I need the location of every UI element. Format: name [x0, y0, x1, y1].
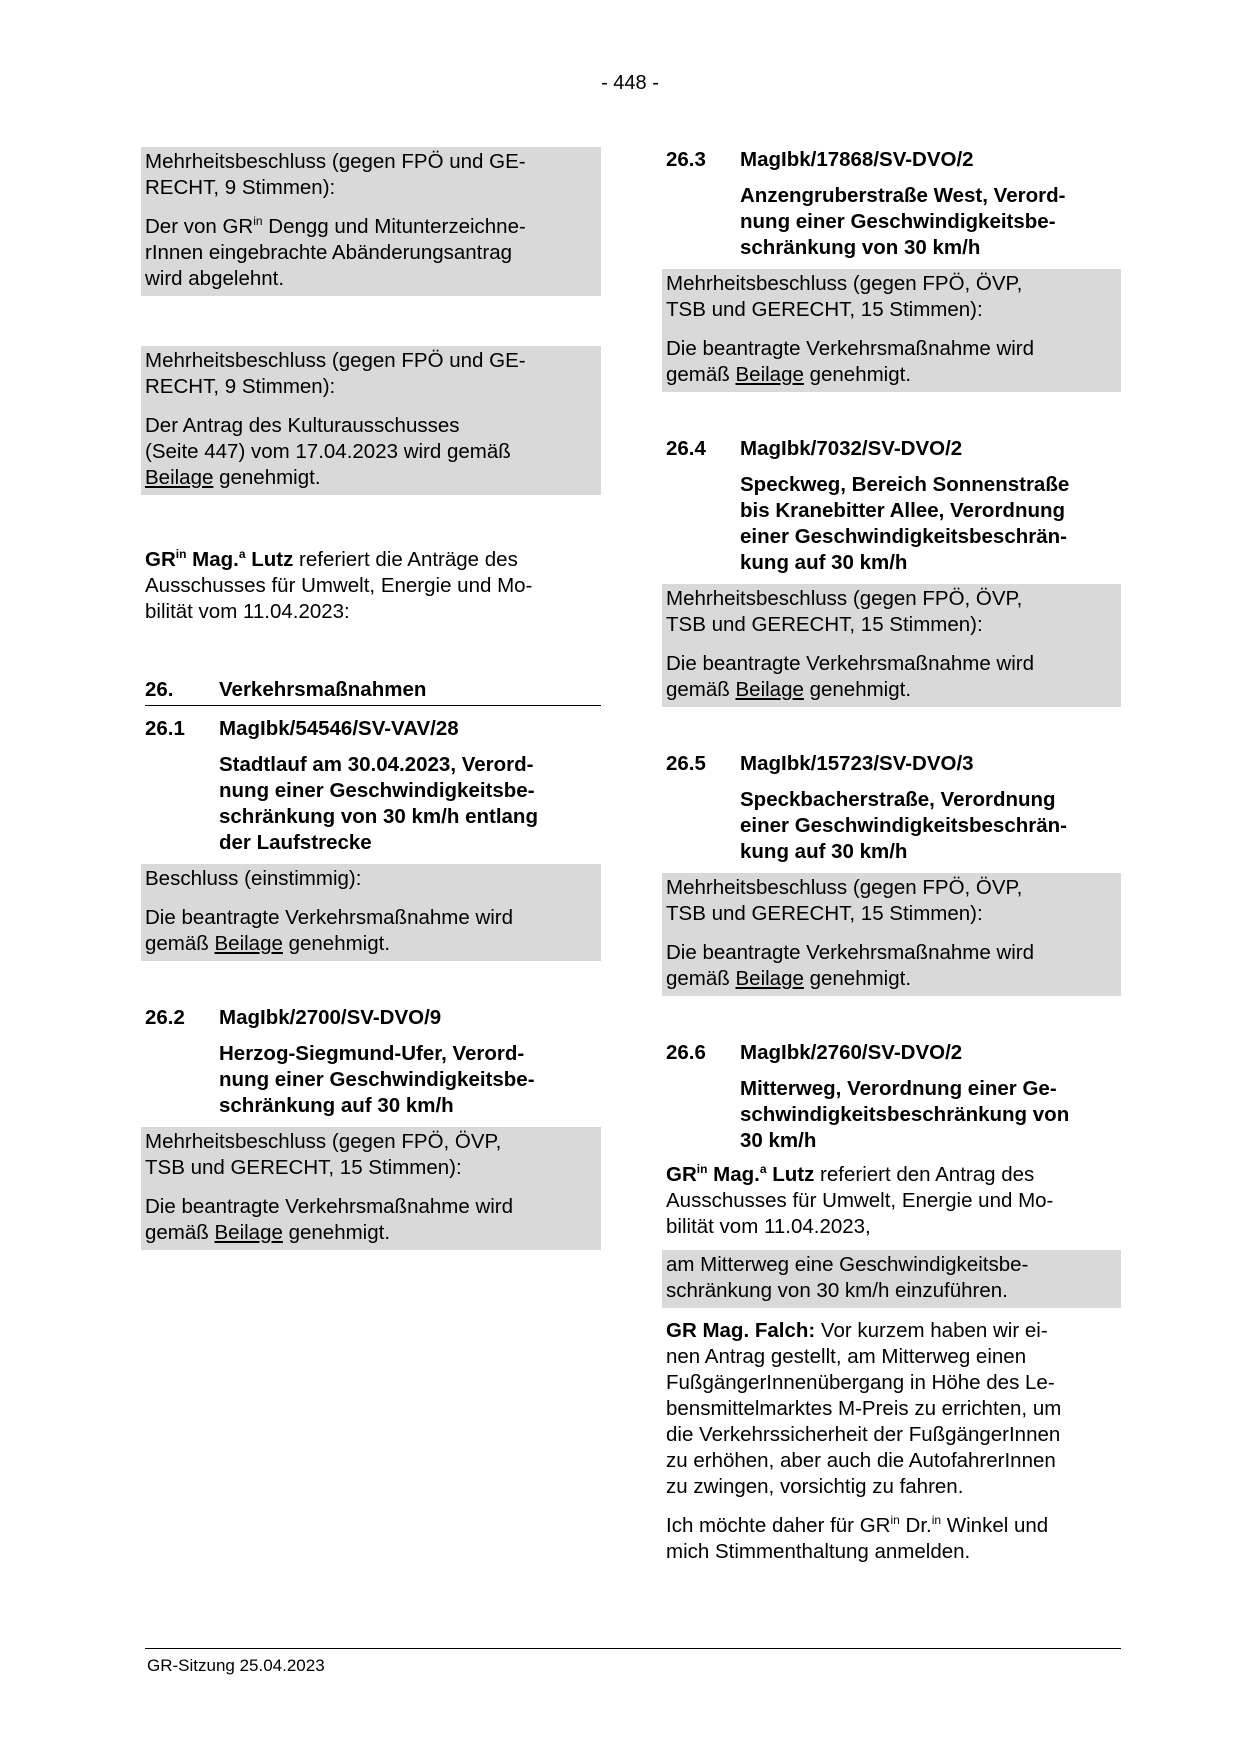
- speaker-name: Lutz: [245, 548, 294, 571]
- abstention-paragraph: Ich möchte daher für $GR^{in}$ Dr.$^{in}$ Winkel und mich Stimmenthaltung anmelden.: [666, 1513, 1049, 1563]
- item-code: MagIbk/7032/SV-DVO/2: [740, 437, 963, 460]
- resolution-box-1: [141, 147, 601, 296]
- resolution-text: Die beantragte Verkehrsmaßnahme wird: [145, 906, 514, 929]
- item-title-26-6: Mitterweg, Verordnung einer Ge- schwindigkeitsbeschränkung von 30 km/h: [740, 1077, 1070, 1152]
- resolution-text: rInnen eingebrachte Abänderungsantrag: [145, 241, 513, 264]
- item-title-26-1: Stadtlauf am 30.04.2023, Verord- nung einer Geschwindigkeitsbe- schränkung von 30 km/h entlang der Laufstrecke: [219, 753, 538, 854]
- item-title-26-5: Speckbacherstraße, Verordnung einer Geschwindigkeitsbeschrän- kung auf 30 km/h: [740, 788, 1067, 863]
- resolution-text: genehmigt.: [282, 1221, 391, 1244]
- resolution-text: genehmigt.: [803, 967, 912, 990]
- resolution-box-26-4: [662, 584, 1121, 707]
- resolution-text: Dengg und Mitunterzeichne-: [262, 215, 526, 238]
- resolution-text: genehmigt.: [282, 932, 391, 955]
- resolution-line: RECHT, 9 Stimmen):: [145, 375, 336, 398]
- intro-paragraph: [145, 547, 601, 625]
- resolution-text: Die beantragte Verkehrsmaßnahme wird: [666, 941, 1035, 964]
- item-code: MagIbk/2760/SV-DVO/2: [740, 1041, 963, 1064]
- item-title-26-4: Speckweg, Bereich Sonnenstraße bis Kranebitter Allee, Verordnung einer Geschwindigkeitsbeschrän- kung auf 30 km/h: [740, 473, 1070, 574]
- item-code: MagIbk/17868/SV-DVO/2: [740, 148, 974, 171]
- beilage-link[interactable]: Beilage: [145, 466, 214, 489]
- resolution-text: (Seite 447) vom 17.04.2023 wird gemäß: [145, 440, 511, 463]
- resolution-text: wird abgelehnt.: [145, 267, 285, 290]
- superscript: a: [238, 547, 246, 562]
- resolution-text: gemäß: [666, 678, 736, 701]
- item-title-26-3: Anzengruberstraße West, Verord- nung einer Geschwindigkeitsbe- schränkung von 30 km/h: [740, 184, 1066, 259]
- section-title: Verkehrsmaßnahmen: [219, 678, 427, 701]
- item-code: MagIbk/54546/SV-VAV/28: [219, 717, 459, 740]
- item-number: 26.1: [145, 717, 185, 740]
- resolution-text: gemäß: [145, 1221, 215, 1244]
- footer-text: GR-Sitzung 25.04.2023: [147, 1656, 325, 1675]
- right-column: [666, 147, 1121, 1565]
- resolution-box-26-3: [662, 269, 1121, 392]
- item-heading-26-5: [666, 751, 1121, 777]
- intro-text: Ausschusses für Umwelt, Energie und Mo-: [145, 574, 533, 597]
- resolution-box-26-1: [141, 864, 601, 961]
- resolution-line: Mehrheitsbeschluss (gegen FPÖ und GE-: [145, 349, 526, 372]
- resolution-line: TSB und GERECHT, 15 Stimmen):: [145, 1156, 462, 1179]
- resolution-line: RECHT, 9 Stimmen):: [145, 176, 336, 199]
- resolution-line: Mehrheitsbeschluss (gegen FPÖ, ÖVP,: [145, 1130, 502, 1153]
- item-number: 26.6: [666, 1041, 706, 1064]
- resolution-box-26-2: [141, 1127, 601, 1250]
- footer-divider: [145, 1648, 1121, 1649]
- beilage-link[interactable]: Beilage: [214, 1221, 283, 1244]
- resolution-line: TSB und GERECHT, 15 Stimmen):: [666, 613, 983, 636]
- superscript: in: [253, 214, 263, 229]
- motion-box: am Mitterweg eine Geschwindigkeitsbe- schränkung von 30 km/h einzuführen.: [662, 1250, 1121, 1308]
- resolution-line: Beschluss (einstimmig):: [145, 867, 362, 890]
- resolution-line: TSB und GERECHT, 15 Stimmen):: [666, 902, 983, 925]
- item-title-26-2: Herzog-Siegmund-Ufer, Verord- nung einer Geschwindigkeitsbe- schränkung auf 30 km/h: [219, 1042, 535, 1117]
- resolution-line: TSB und GERECHT, 15 Stimmen):: [666, 298, 983, 321]
- beilage-link[interactable]: Beilage: [214, 932, 283, 955]
- resolution-text: Der von GR: [145, 215, 254, 238]
- resolution-text: gemäß: [666, 363, 736, 386]
- item-number: 26.4: [666, 437, 706, 460]
- beilage-link[interactable]: Beilage: [735, 678, 804, 701]
- page-number: - 448 -: [601, 72, 659, 94]
- resolution-text: gemäß: [145, 932, 215, 955]
- resolution-text: genehmigt.: [803, 363, 912, 386]
- section-number: 26.: [145, 678, 174, 701]
- item-number: 26.2: [145, 1006, 185, 1029]
- resolution-line: Mehrheitsbeschluss (gegen FPÖ, ÖVP,: [666, 876, 1023, 899]
- resolution-line: Mehrheitsbeschluss (gegen FPÖ, ÖVP,: [666, 587, 1023, 610]
- left-column: [145, 147, 601, 1250]
- speaker-name: Mag.: [186, 548, 239, 571]
- beilage-link[interactable]: Beilage: [735, 967, 804, 990]
- item-heading-26-3: [666, 147, 1121, 173]
- beilage-link[interactable]: Beilage: [735, 363, 804, 386]
- resolution-text: genehmigt.: [213, 466, 321, 489]
- intro-paragraph: $GR^{in}$ Mag.$^a$ Lutz referiert den Antrag des Ausschusses für Umwelt, Energie und Mo- bilität vom 11.04.2023,: [666, 1162, 1054, 1238]
- item-number: 26.5: [666, 752, 706, 775]
- resolution-box-2: [141, 346, 601, 495]
- item-heading-26-6: [666, 1040, 1121, 1066]
- intro-text: referiert die Anträge des: [293, 548, 518, 571]
- resolution-text: Die beantragte Verkehrsmaßnahme wird: [145, 1195, 514, 1218]
- resolution-box-26-5: [662, 873, 1121, 996]
- superscript: in: [175, 547, 187, 562]
- item-heading-26-4: [666, 436, 1121, 462]
- resolution-text: Die beantragte Verkehrsmaßnahme wird: [666, 337, 1035, 360]
- section-heading-26: [145, 677, 601, 706]
- resolution-text: Die beantragte Verkehrsmaßnahme wird: [666, 652, 1035, 675]
- speaker-name: GR Mag. Falch:: [666, 1319, 816, 1342]
- resolution-text: gemäß: [666, 967, 736, 990]
- resolution-line: Mehrheitsbeschluss (gegen FPÖ und GE-: [145, 150, 526, 173]
- speaker-name: GR: [145, 548, 176, 571]
- intro-text: bilität vom 11.04.2023:: [145, 600, 350, 623]
- item-heading-26-2: [145, 1005, 601, 1031]
- item-number: 26.3: [666, 148, 706, 171]
- item-heading-26-1: [145, 716, 601, 742]
- resolution-text: Der Antrag des Kulturausschusses: [145, 414, 460, 437]
- speech-paragraph: GR Mag. Falch: Vor kurzem haben wir ei- nen Antrag gestellt, am Mitterweg einen FußgängerInnenübergang in Höhe des Le- bensmittelmarktes M-Preis zu errichten, um die Verkehrssicherheit der FußgängerInnen zu erhöhen, aber auch die AutofahrerInnen zu zwingen, vorsichtig zu fahren.: [666, 1319, 1062, 1498]
- item-code: MagIbk/15723/SV-DVO/3: [740, 752, 974, 775]
- resolution-text: genehmigt.: [803, 678, 912, 701]
- item-code: MagIbk/2700/SV-DVO/9: [219, 1006, 442, 1029]
- resolution-line: Mehrheitsbeschluss (gegen FPÖ, ÖVP,: [666, 272, 1023, 295]
